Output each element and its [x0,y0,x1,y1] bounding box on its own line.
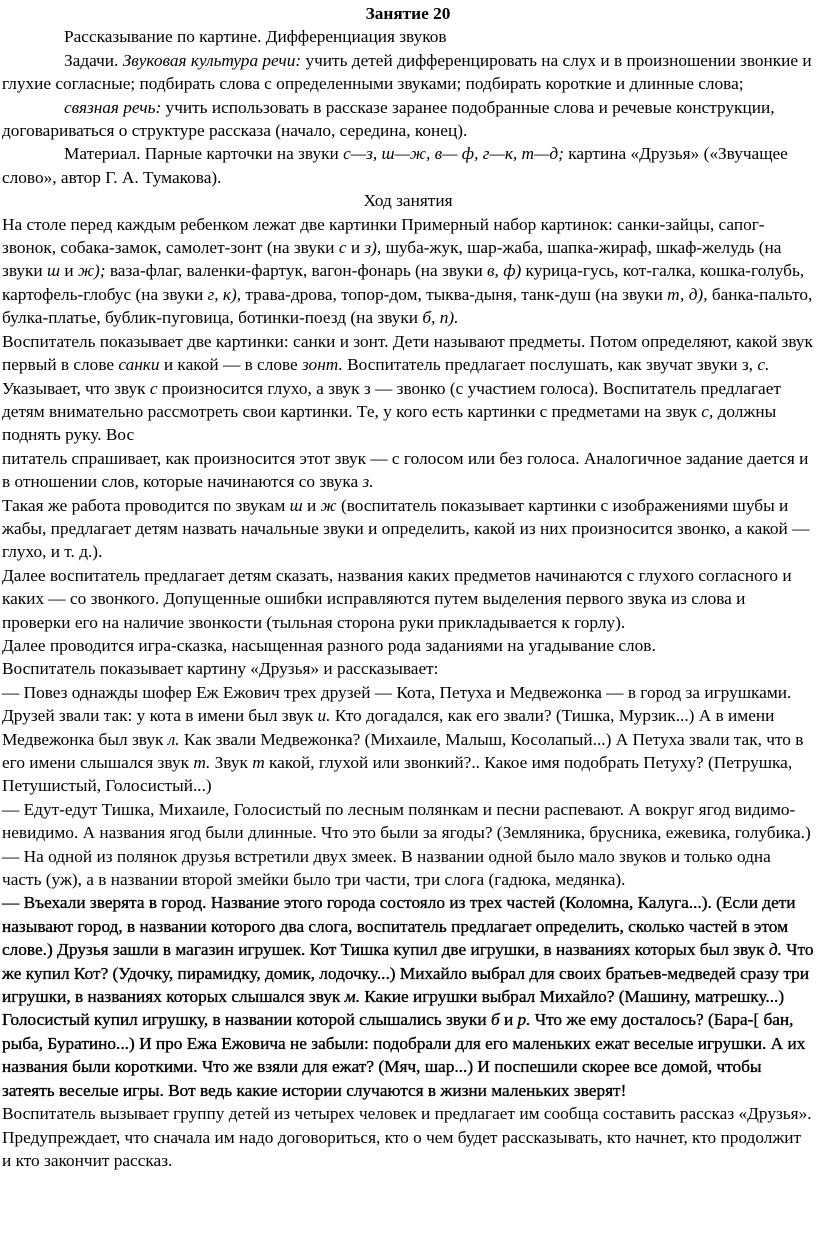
text-span: должны поднять руку. Вос [2,401,777,445]
sound-letter: з. [362,472,374,492]
text-span: Как звали Медвежонка? (Михаиле, Малыш, Косолапый...) А Петуха звали так, что в его имени слышался звук [2,729,804,772]
text-span: Звук [210,753,253,772]
sound-letter: с. [757,355,770,375]
sound-letter: з), [364,238,382,258]
speech-text: учить использовать в рассказе заранее подобранные слова и речевые конструкции, договариваться о структуре рассказа (начало, середина, конец). [2,97,775,141]
text-span: Указывает, что звук [2,378,150,398]
sound-letter: г, к), [207,284,242,304]
text-span: Кто догадался, как его звали? (Тишка, Мурзик...) А в имени Медвежонка был звук [2,706,775,749]
text-span: Что же купил Кот? (Удочку, пирамидку, домик, лодочку...) Михайло выбрал для своих братьев-медведей сразу три игрушки, в названиях которых слышался звук [2,940,814,1007]
text-span: — Въехали зверята в город. Название этого города состояло из трех частей (Коломна, Калуга...). (Если дети называют город, в названии которого два слога, воспитатель предлагает определить, сколько частей в этом слове.) Друзья зашли в магазин игрушек. Кот Тишка купил две игрушки, в названиях которых был звук [2,893,796,960]
sound-letter: с [149,378,158,398]
sound-letter: т, д), [667,284,708,304]
story-paragraph-3: — На одной из полянок друзья встретили двух змеек. В названии одной было мало звуков и только одна часть (уж), а в названии второй змейки было три части, три слога (гадюка, медянка). [2,846,771,890]
story-paragraph-1 [2,681,814,798]
text-span: Воспитатель показывает две картинки: санки и зонт. Дети называют предметы. Потом определяют, какой звук первый в слове [2,331,813,375]
text-span: Что же ему досталось? (Бара-[ бан, рыба, Буратино...) И про Ежа Ежовича не забыли: подобрали для его маленьких ежат веселые игрушки. А их названия были короткими. Что же взяли для ежат? (Мяч, шар...) И поспешили скорее все домой, чтобы затеять веселые игры. Вот ведь какие истории случаются в жизни маленьких зверят! [2,1010,806,1100]
sound-letter: с, [701,401,714,421]
lesson-subtitle: Рассказывание по картине. Дифференциация звуков [64,27,447,47]
course-heading: Ход занятия [363,191,453,211]
text-span: и [346,238,365,258]
text-span: На столе перед каждым ребенком лежат две картинки Примерный набор картинок: санки-зайцы, сапог-звонок, собака-замок, самолет-зонт (на звуки [2,214,765,258]
pictures-paragraph [2,213,814,330]
sound-letter: и. [317,706,331,726]
material-text-1: Материал. Парные карточки на звуки [64,144,344,164]
text-span: шуба-жук, шар-жаба, шапка-жираф, шкаф-желудь (на звуки [2,238,782,281]
sound-letter: б [490,1010,500,1030]
italic-word: зонт. [302,355,343,375]
sound-letter: ж [320,495,337,515]
sound-letter: ш [289,495,303,515]
tasks-text: учить детей дифференцировать на слух и в произношении звонкие и глухие согласные; подбирать слова с определенными звуками; подбирать короткие и длинные слова; [2,50,812,94]
text-span: какой, глухой или звонкий?.. Какое имя подобрать Петуху? (Петрушка, Петушистый, Голосистый...) [2,753,793,796]
italic-word: санки [118,355,160,375]
story-paragraph-2: — Едут-едут Тишка, Михаиле, Голосистый по лесным полянкам и песни распевают. А вокруг ягод видимо-невидимо. А названия ягод были длинные. Что это были за ягоды? (Земляника, брусника, ежевика, голубика.) [2,799,811,843]
sound-letter: л. [167,729,180,749]
material-text-2: картина «Друзья» («Звучащее слово», автор Г. А. Тумакова). [2,144,788,187]
sound-letter: б, п). [422,308,459,328]
sound-letter: т [252,753,265,772]
text-span: (воспитатель показывает картинки с изображениями шубы и жабы, предлагает детям назвать начальные звуки и определить, какой из них произносится звонко, а какой — глухо, и т. д.). [2,495,810,562]
speech-term: связная речь: [64,97,162,117]
text-span: банка-пальто, булка-платье, бублик-пуговица, ботинки-поезд (на звуки [2,284,813,328]
text-span: и [302,495,321,515]
text-span: питатель спрашивает, как произносится этот звук — с голосом или без голоса. Аналогичное задание дается и в отношении слов, которые начинаются со звука [2,448,809,492]
game-intro-paragraph: Далее проводится игра-сказка, насыщенная разного рода заданиями на угадывание слов. [2,635,656,655]
text-span: и [499,1010,518,1030]
sound-letter: т. [193,753,211,772]
material-paragraph [2,142,814,189]
tasks-label: Задачи. [64,50,123,70]
sound-letter: р. [517,1010,531,1030]
sound-letter: ш [47,261,61,281]
speech-paragraph [2,96,814,143]
errors-paragraph: Далее воспитатель предлагает детям сказать, названия каких предметов начинаются с глухого согласного и каких — со звонкого. Допущенные ошибки исправляются путем выделения первого звука из слова и проверки его на наличие звонкости (тыльная сторона руки прикладывается к горлу). [2,565,792,632]
text-span: произносится глухо, а звук з — звонко (с участием голоса). Воспитатель предлагает детям внимательно рассмотреть свои картинки. Те, у кого есть картинки с предметами на звук [2,378,781,421]
tasks-term: Звуковая культура речи: [122,50,302,70]
text-span: и [60,261,78,281]
text-span: курица-гусь, кот-галка, кошка-голубь, картофель-глобус (на звуки [2,261,805,304]
text-span: Такая же работа проводится по звукам [2,495,290,515]
picture-intro-paragraph: Воспитатель показывает картину «Друзья» и рассказывает: [2,659,439,679]
text-span: трава-дрова, топор-дом, тыква-дыня, танк-душ (на звуки [241,284,668,304]
sound-letter: с [338,238,347,258]
lesson-title: Занятие 20 [365,4,451,23]
sound-letter: м. [344,987,361,1007]
text-span: Какие игрушки выбрал Михайло? (Машину, матрешку...) Голосистый купил игрушку, в названии которой слышались звуки [2,987,785,1030]
sh-zh-paragraph [2,494,814,564]
tasks-paragraph [2,49,814,96]
text-span: ваза-флаг, валенки-фартук, вагон-фонарь (на звуки [105,261,488,281]
text-span: и какой — в слове [159,355,303,375]
story-paragraph-4 [2,891,814,1102]
text-span: Воспитатель предлагает послушать, как звучат звуки з, [342,355,758,375]
voice-paragraph [2,447,814,494]
material-pairs: с—з, ш—ж, в— ф, г—к, т—д; [343,144,564,164]
sound-letter: ж); [77,261,106,281]
sounds-paragraph [2,330,814,447]
final-paragraph: Воспитатель вызывает группу детей из четырех человек и предлагает им сообща составить рассказ «Друзья». Предупреждает, что сначала им надо договориться, кто о чем будет рассказывать, кто начнет, кто продолжит и кто закончит рассказ. [2,1104,812,1170]
sound-letter: д. [768,940,782,960]
sound-letter: в, ф) [487,261,522,281]
text-span: — Повез однажды шофер Еж Ежович трех друзей — Кота, Петуха и Медвежонка — в город за игрушками. Друзей звали так: у кота в имени был звук [2,682,792,726]
